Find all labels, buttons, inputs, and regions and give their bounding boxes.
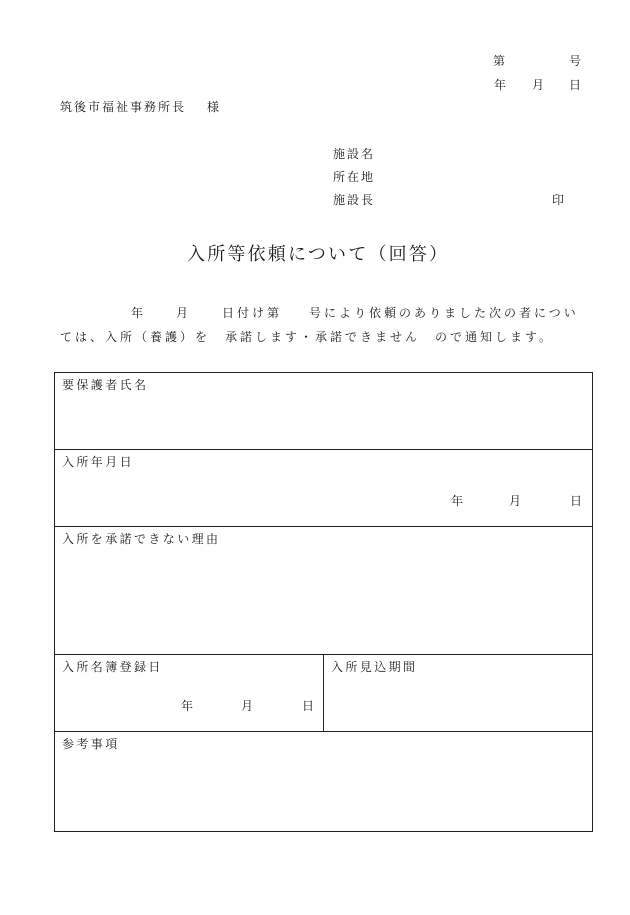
body-day-ref: 日付け第: [222, 306, 283, 320]
body-line1-rest: 号により依頼のありました次の者につい: [309, 306, 579, 320]
doc-date-month: 月: [532, 78, 545, 92]
expected-period-label: 入所見込期間: [331, 660, 418, 674]
seal-mark: 印: [552, 193, 565, 207]
registry-date-year: 年: [181, 699, 194, 713]
registry-date-label: 入所名簿登録日: [62, 660, 163, 674]
director-label: 施設長: [333, 193, 376, 207]
admission-date-label: 入所年月日: [62, 455, 135, 469]
admission-date-day: 日: [570, 494, 583, 508]
row-registry-and-period: [55, 654, 592, 731]
refusal-reason-label: 入所を承諾できない理由: [62, 532, 221, 546]
address-label: 所在地: [333, 170, 376, 184]
remarks-label: 参考事項: [62, 737, 120, 751]
body-month: 月: [176, 306, 189, 320]
row-remarks: [55, 731, 592, 831]
registry-date-day: 日: [302, 699, 315, 713]
doc-date-year: 年: [494, 78, 507, 92]
addressee-name: 筑後市福祉事務所長: [60, 100, 187, 114]
document-title: 入所等依頼について（回答）: [187, 244, 450, 265]
body-year: 年: [131, 306, 144, 320]
column-divider: [323, 655, 324, 731]
row-admission-date: [55, 449, 592, 526]
row-client-name: [55, 373, 592, 449]
addressee-honorific: 様: [207, 100, 220, 114]
client-name-label: 要保護者氏名: [62, 378, 149, 392]
doc-number-prefix: 第: [493, 54, 506, 68]
row-refusal-reason: [55, 526, 592, 654]
facility-name-label: 施設名: [333, 147, 376, 161]
registry-date-month: 月: [241, 699, 254, 713]
body-line2: ては、入所（養護）を 承諾します・承諾できません ので通知します。: [60, 330, 555, 344]
form-table: [54, 372, 593, 832]
admission-date-month: 月: [509, 494, 522, 508]
admission-date-year: 年: [451, 494, 464, 508]
doc-date-day: 日: [569, 78, 582, 92]
doc-number-suffix: 号: [569, 54, 582, 68]
